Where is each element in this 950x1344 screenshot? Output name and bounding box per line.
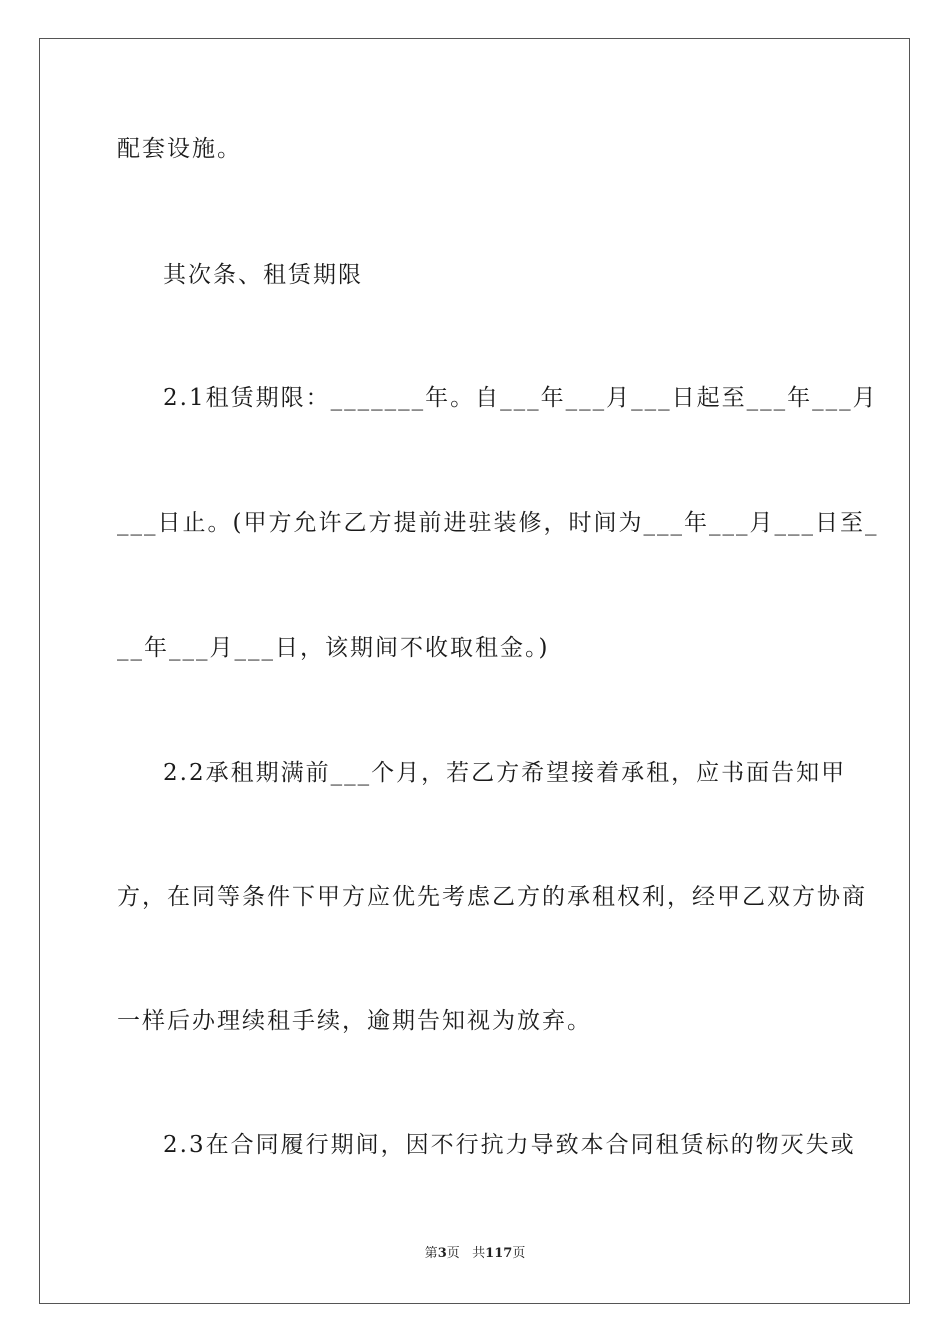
paragraph-line: 方，在同等条件下甲方应优先考虑乙方的承租权利，经甲乙双方协商 (117, 884, 867, 910)
total-suffix: 页 (512, 1246, 526, 1261)
total-prefix: 共 (472, 1246, 486, 1261)
paragraph-line: 2.3在合同履行期间，因不行抗力导致本合同租赁标的物灭失或 (163, 1132, 856, 1158)
section-heading: 其次条、租赁期限 (163, 262, 363, 288)
total-pages: 117 (485, 1246, 513, 1261)
page-footer (0, 1244, 950, 1264)
paragraph-line: ___日止。(甲方允许乙方提前进驻装修，时间为___年___月___日至_ (117, 510, 879, 536)
page-suffix: 页 (446, 1246, 460, 1261)
paragraph-line: 2.1租赁期限：_______年。自___年___月___日起至___年___月 (163, 385, 878, 411)
paragraph-line: __年___月___日，该期间不收取租金。) (117, 635, 550, 661)
paragraph-line: 配套设施。 (117, 136, 242, 162)
page-frame (39, 38, 910, 1304)
paragraph-line: 2.2承租期满前___个月，若乙方希望接着承租，应书面告知甲 (163, 760, 847, 786)
page-prefix: 第 (424, 1246, 438, 1261)
paragraph-line: 一样后办理续租手续，逾期告知视为放弃。 (117, 1008, 592, 1034)
page-number: 3 (437, 1246, 447, 1261)
